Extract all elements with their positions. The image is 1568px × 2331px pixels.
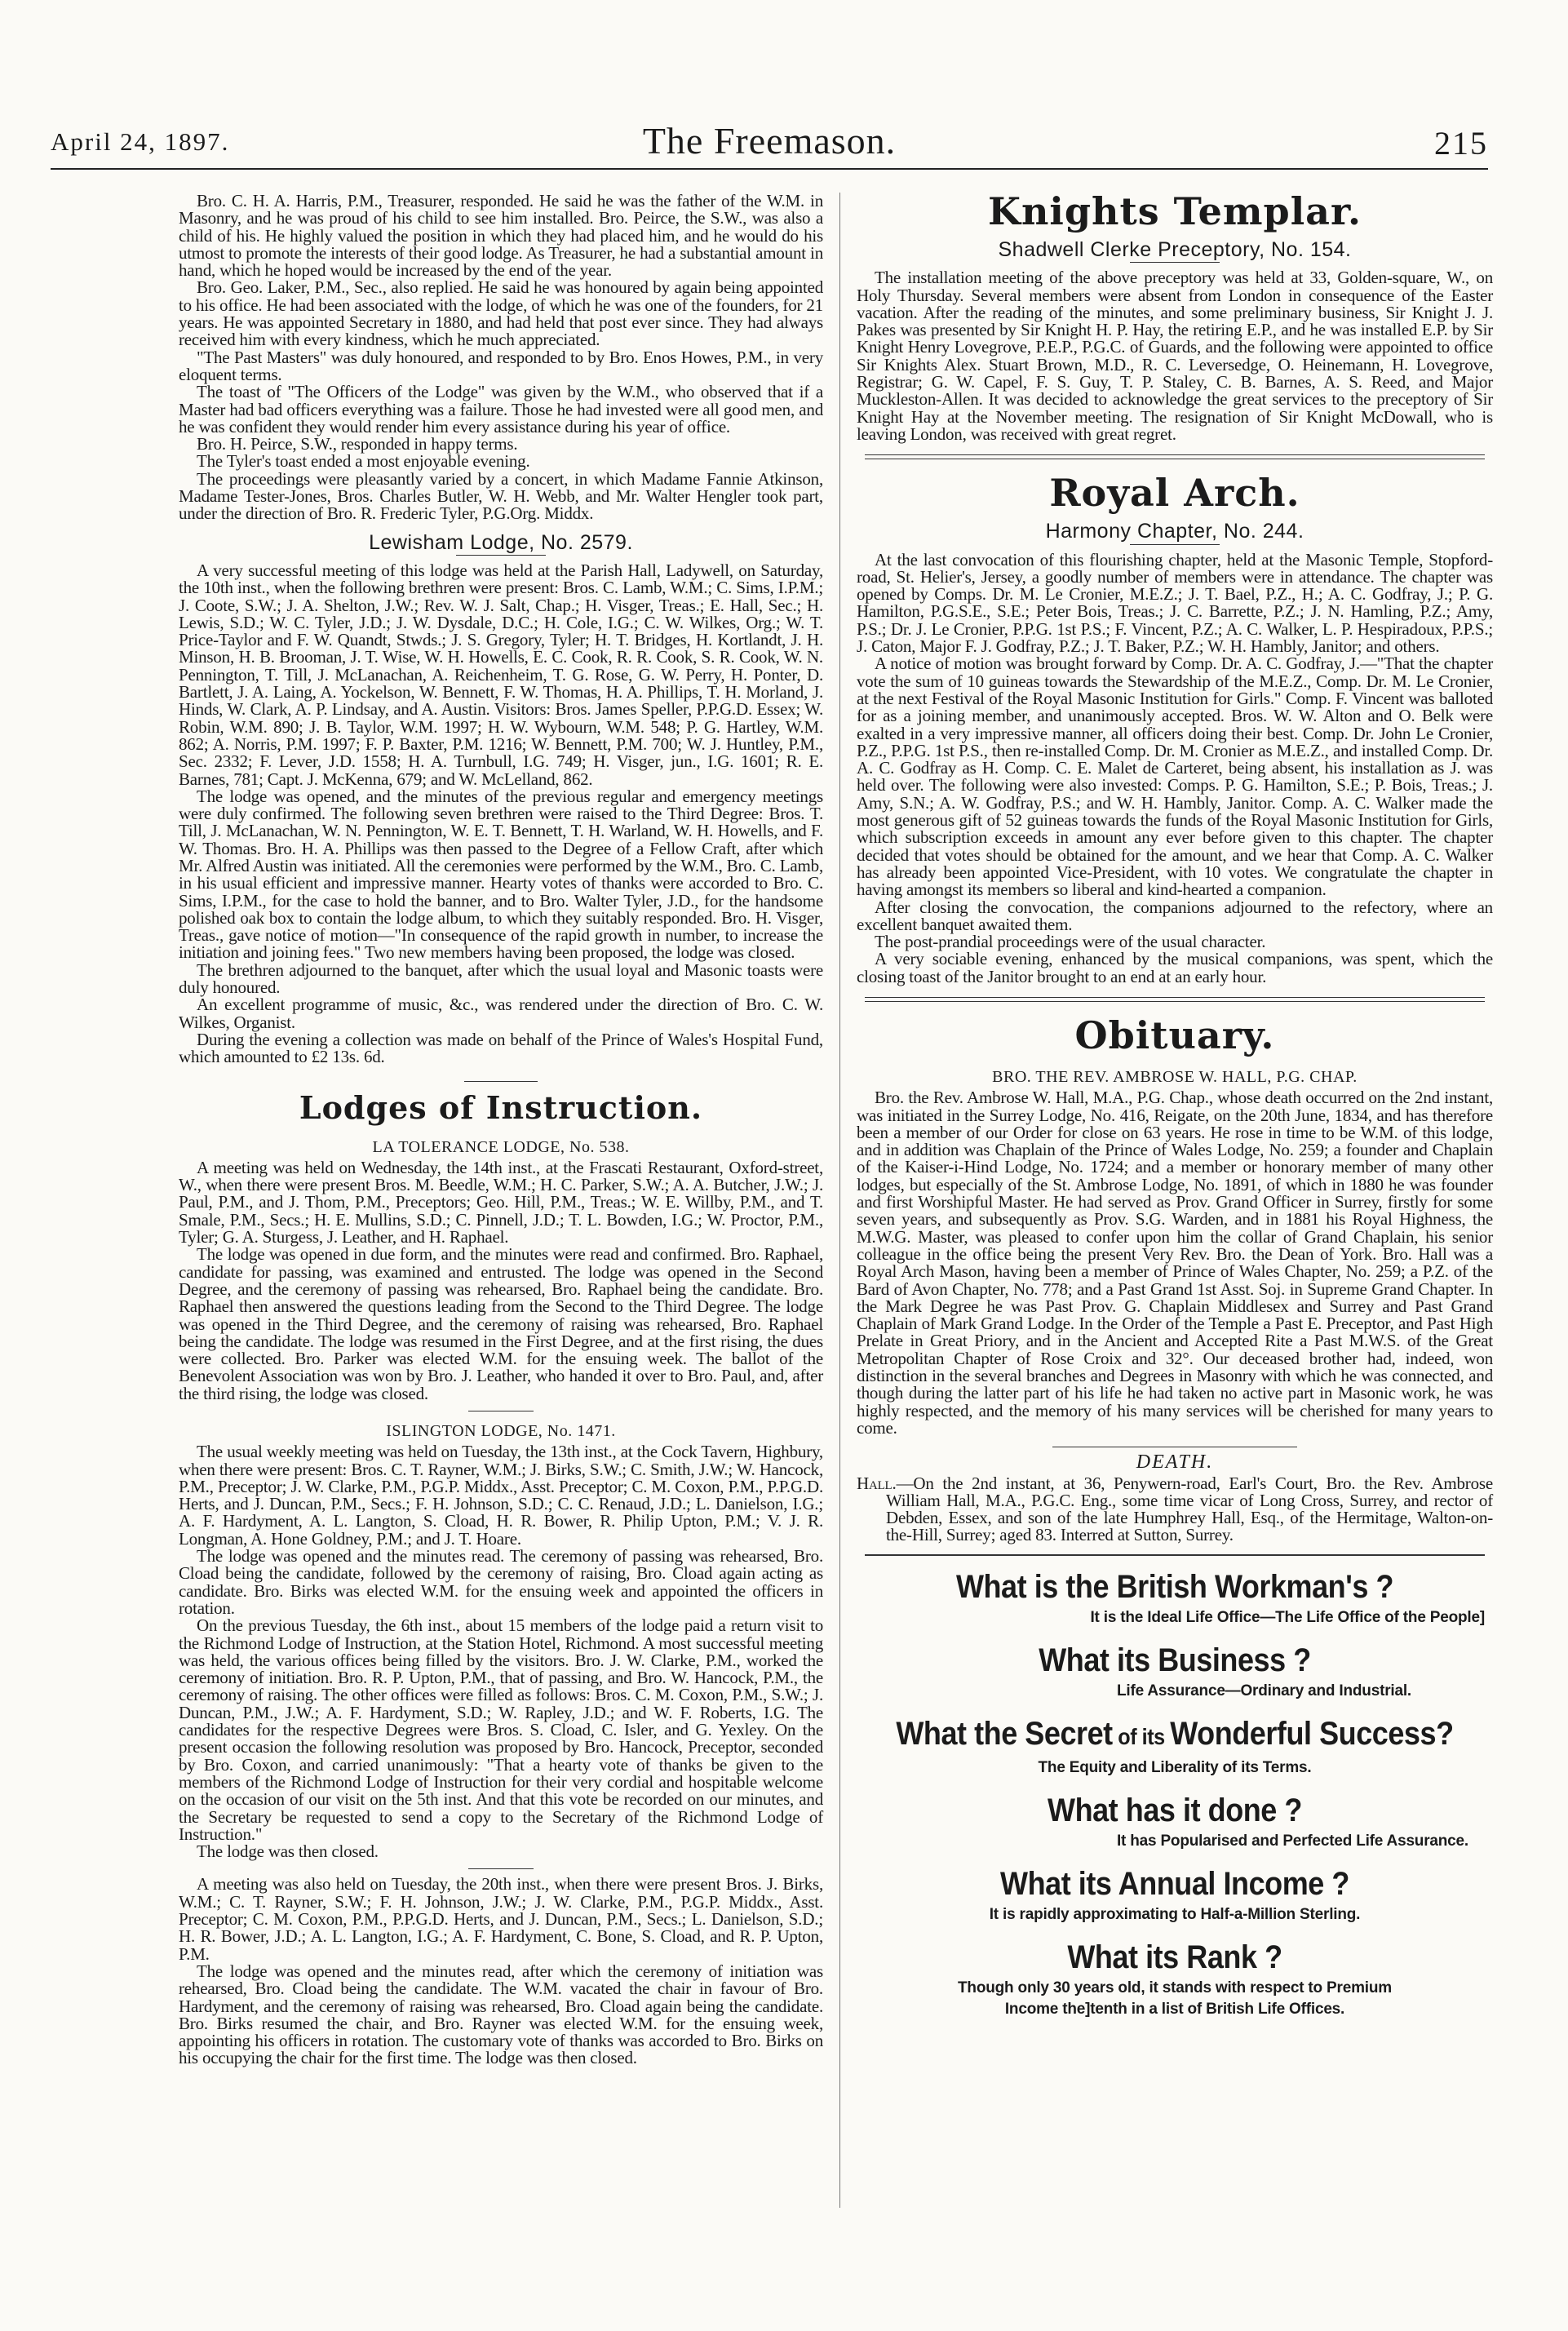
left-column [179, 193, 823, 2067]
paragraph: A very sociable evening, enhanced by the musical companions, was spent, which the closing toast of the Janitor brought to an end at an early hour. [857, 949, 1493, 986]
paragraph: The lodge was then closed. [197, 1841, 379, 1862]
advert-answer: Income the]tenth in a list of British Life Offices. [1004, 2000, 1345, 2018]
section-rule [865, 454, 1485, 459]
paragraph: The toast of "The Officers of the Lodge" was given by the W.M., who observed that if a Master had bad officers everything was a failure. Those he had invested were all good men, and he was confident they would render him every assistance during his year of office. [179, 382, 823, 437]
lewisham-lodge-heading: Lewisham Lodge, No. 2579. [369, 530, 633, 554]
life-office-advertisement [857, 1567, 1493, 2019]
harmony-chapter-heading: Harmony Chapter, No. 244. [1045, 520, 1304, 543]
paragraph: A meeting was also held on Tuesday, the 20th inst., when there were present Bros. J. Birks, W.M.; C. T. Rayner, S.W.; F. H. Johnson, J.W.; J. W. Clarke, P.M., P.G.P. Middx., Asst. Preceptor; C. M. Coxon, P.M., P.P.G.D. Herts, and J. Duncan, P.M., Secs.; L. Danielson, S.D.; H. R. Bower, J.D.; A. L. Langton, I.G.; A. F. Hardyment, C. Bone, S. Cload, and R. P. Upton, P.M. [179, 1874, 823, 1964]
islington-heading: ISLINGTON LODGE, No. 1471. [386, 1422, 616, 1440]
advert-question-part: Wonderful Success? [1170, 1715, 1454, 1752]
la-tolerance-section [179, 1159, 823, 1403]
lodges-of-instruction-heading: Lodges of Instruction. [299, 1088, 703, 1126]
advert-question-part: of its [1112, 1723, 1171, 1749]
divider [464, 1081, 538, 1082]
paragraph: After closing the convocation, the companions adjourned to the refectory, where an excellent banquet awaited them. [857, 897, 1493, 934]
right-column [857, 189, 1493, 2032]
obituary-subject: BRO. THE REV. AMBROSE W. HALL, P.G. CHAP. [992, 1067, 1358, 1086]
section-rule [865, 997, 1485, 1002]
islington-second-meeting [179, 1876, 823, 2067]
obituary-heading: Obituary. [1074, 1013, 1275, 1057]
advert-question: What is the British Workman's ? [955, 1568, 1394, 1605]
la-tolerance-heading: LA TOLERANCE LODGE, No. 538. [372, 1137, 630, 1156]
page-number: 215 [1434, 125, 1488, 162]
advert-question: What its Business ? [1039, 1642, 1311, 1678]
paragraph: The Tyler's toast ended a most enjoyable evening. [197, 451, 530, 472]
death-notice-text: —On the 2nd instant, at 36, Penywern-road, Earl's Court, Bro. the Rev. Ambrose William Hall, M.A., P.G.C. Eng., some time vicar of Long Cross, Surrey, and rector of Debden, Essex, and son of the late Humphrey Hall, Esq., of the Hermitage, Walton-on-the-Hill, Surrey; aged 83. Interred at Sutton, Surrey. [886, 1473, 1493, 1545]
death-heading: DEATH. [1136, 1451, 1214, 1473]
paragraph: Bro. Geo. Laker, P.M., Sec., also replied. He said he was honoured by again being appointed to his office. He had been associated with the lodge, of which he was one of the founders, for 21 years. He was appointed Secretary in 1880, and had held that post ever since. They had always received him with every kindness, which he much appreciated. [179, 277, 823, 350]
paragraph: Bro. C. H. A. Harris, P.M., Treasurer, responded. He said he was the father of the W.M. in Masonry, and he was proud of his child to see him installed. Bro. Peirce, the S.W., was also a child of his. He highly valued the position in which they had placed him, and he would do his utmost to promote the interests of their good lodge. As Treasurer, he had a substantial amount in hand, which he hoped would be increased by the end of the year. [179, 191, 823, 281]
paragraph: A very successful meeting of this lodge was held at the Parish Hall, Ladywell, on Saturday, the 10th inst., when the following brethren were present: Bros. C. Lamb, W.M.; C. Sims, I.P.M.; J. Coote, S.W.; J. A. Shelton, J.W.; Rev. W. J. Salt, Chap.; H. Visger, Treas.; E. Hall, Sec.; H. Lewis, S.D.; W. C. Tyler, J.D.; J. W. Dysdale, D.C.; H. Cole, I.G.; C. W. Wilkes, Org.; W. T. Price-Taylor and F. W. Quandt, Stwds.; J. S. Gregory, Tyler; H. T. Bridges, H. Kortlandt, J. H. Minson, H. B. Brooman, J. T. Wise, W. H. Howells, E. C. Cook, R. R. Cook, S. R. Cook, W. N. Pennington, T. Till, J. McLanachan, A. Reichenheim, T. G. Rose, G. W. Perry, H. Ponter, D. Bartlett, J. A. Laing, A. Yockelson, W. Bennett, F. W. Thomas, H. A. Phillips, T. H. Morland, J. Hinds, W. Clark, A. P. Lindsay, and A. Austin. Visitors: Bros. James Speller, P.P.G.D. Essex; W. Robin, W.M. 890; J. B. Taylor, W.M. 1997; H. W. Wybourn, W.M. 548; P. G. Hartley, W.M. 862; A. Norris, P.M. 1997; F. P. Baxter, P.M. 1216; W. Bennett, P.M. 700; W. J. Huntley, P.M., Sec. 2332; F. Lever, J.D. 1558; H. A. Turnbull, I.G. 749; H. Visger, jun., I.G. 1601; R. E. Barnes, 781; Capt. J. McKenna, 679; and W. McLelland, 862. [179, 560, 823, 789]
islington-section [179, 1443, 823, 1860]
lewisham-section [179, 562, 823, 1066]
issue-date: April 24, 1897. [51, 127, 230, 156]
advert-question [888, 1714, 1461, 1757]
paragraph: "The Past Masters" was duly honoured, and responded to by Bro. Enos Howes, P.M., in very eloquent terms. [179, 347, 823, 384]
paragraph: The installation meeting of the above preceptory was held at 33, Golden-square, W., on Holy Thursday. Several members were absent from London in consequence of the Easter vacation. After the reading of the minutes, and some preliminary business, Sir Knight J. J. Pakes was presented by Sir Knight H. P. Hay, the retiring E.P., and he was installed E.P. by Sir Knight Henry Lovegrove, P.E.P., P.G.C. of Guards, and the following were appointed to office Sir Knights Alex. Stuart Brown, M.D., R. C. Leversedge, O. Heinemann, H. Lovegrove, Registrar; G. W. Capel, F. S. Guy, T. P. Staley, C. B. Barnes, A. S. Reed, and Major Muckleston-Allen. It was decided to acknowledge the great services to the preceptory of Sir Knight Hay at the November meeting. The resignation of Sir Knight McDowall, who is leaving London, was received with great regret. [857, 268, 1493, 444]
paragraph: The brethren adjourned to the banquet, after which the usual loyal and Masonic toasts were duly honoured. [179, 959, 823, 998]
knights-templar-section [857, 269, 1493, 443]
paragraph: The proceedings were pleasantly varied by a concert, in which Madame Fannie Atkinson, Madame Tester-Jones, Bros. Charles Butler, W. H. Webb, and Mr. Walter Hengler took part, under the direction of Bro. R. Frederic Tyler, P.G.Org. Middx. [179, 468, 823, 524]
paragraph: An excellent programme of music, &c., was rendered under the direction of Bro. C. W. Wilkes, Organist. [179, 995, 823, 1032]
advert-answer: Life Assurance—Ordinary and Industrial. [1116, 1682, 1411, 1700]
paragraph: The post-prandial proceedings were of the usual character. [875, 932, 1266, 952]
paragraph: A notice of motion was brought forward by Comp. Dr. A. C. Godfray, J.—"That the chapter vote the sum of 10 guineas towards the Stewardship of the M.E.Z., Comp. Dr. M. Le Cronier, at the next Festival of the Royal Masonic Institution for Girls." Comp. F. Vincent was balloted for as a joining member, and unanimously accepted. Bros. W. W. Alton and O. Belk were exalted in a very impressive manner, all officers doing their best. Comp. Dr. John Le Cronier, P.Z., P.P.G. 1st P.S., then re-installed Comp. Dr. M. Cronier as M.E.Z., and installed Comp. Dr. A. C. Godfray as H. Comp. C. E. Malet de Carteret, being absent, his installation as J. was held over. The following were also invested: Comps. P. G. Hamilton, S.E.; P. Bois, Treas.; J. Amy, S.N.; A. W. Godfray, P.S.; and W. H. Hambly, Janitor. Comp. A. C. Walker made the most generous gift of 52 guineas towards the funds of the Royal Masonic Institution for Girls, which subscription exceeds in amount any ever before given to this chapter. The chapter decided that votes should be obtained for the amount, and we hear that Comp. A. C. Walker has already been appointed Vice-President, with 10 votes. We congratulate the chapter in having amongst its members so liberal and kind-hearted a companion. [857, 654, 1493, 900]
advert-answer: It is rapidly approximating to Half-a-Million Sterling. [989, 1905, 1361, 1923]
divider [456, 555, 546, 556]
advert-answer: It is the Ideal Life Office—The Life Office of the People] [1090, 1608, 1485, 1626]
paragraph: The lodge was opened in due form, and the minutes were read and confirmed. Bro. Raphael, candidate for passing, was examined and entrusted. The lodge was opened in the Second Degree, and the ceremony of passing was rehearsed, Bro. Raphael being the candidate. Bro. Raphael then answered the questions leading from the Second to the Third Degree. The lodge was opened in the Third Degree, and the ceremony of raising was rehearsed, Bro. Raphael being the candidate. The lodge was resumed in the First Degree, and at the first rising, the dues were collected. Bro. Parker was elected W.M. for the ensuing week. The ballot of the Benevolent Association was won by Bro. J. Leather, who handed it over to Bro. Paul, and, after the third rising, the lodge was closed. [179, 1244, 823, 1403]
royal-arch-heading: Royal Arch. [1049, 471, 1300, 516]
death-notice-name: Hall. [857, 1473, 897, 1493]
paragraph: On the previous Tuesday, the 6th inst., about 15 members of the lodge paid a return visit to the Richmond Lodge of Instruction, at the Station Hotel, Richmond. A most successful meeting was held, the various offices being filled by the visitors. Bro. J. W. Clarke, P.M., worked the ceremony of initiation. Bro. R. P. Upton, P.M., that of passing, and Bro. W. Hancock, P.M., the ceremony of raising. The other offices were filled as follows: Bros. C. M. Coxon, P.M., S.W.; J. Duncan, P.M., J.W.; A. F. Hardyment, S.D.; W. Rapley, J.D.; and W. F. Roberts, I.G. The candidates for the respective Degrees were Bros. S. Cload, C. Isler, and G. Yexley. On the present occasion the following resolution was proposed by Bro. Hancock, Preceptor, seconded by Bro. Coxon, and carried unanimously: "That a hearty vote of thanks be given to the members of the Richmond Lodge of Instruction for their very cordial and hospitable welcome on the occasion of our visit on the 5th inst. And that this vote be recorded on our minutes, and the Secretary be requested to send a copy to the Secretary of the Richmond Lodge of Instruction." [179, 1615, 823, 1844]
divider [1130, 262, 1220, 263]
intro-section [179, 193, 823, 523]
advert-question: What its Rank ? [1067, 1939, 1282, 1975]
shadwell-clerke-heading: Shadwell Clerke Preceptory, No. 154. [998, 238, 1352, 261]
advert-question: What its Annual Income ? [1000, 1865, 1349, 1902]
paragraph: During the evening a collection was made on behalf of the Prince of Wales's Hospital Fund, which amounted to £2 13s. 6d. [179, 1029, 823, 1067]
column-divider [839, 193, 840, 2208]
paragraph: The lodge was opened, and the minutes of the previous regular and emergency meetings were duly confirmed. The following seven brethren were raised to the Third Degree: Bros. T. Till, J. McLanachan, W. N. Pennington, W. E. T. Bennett, T. H. Warland, W. H. Howells, and F. W. Thomas. Bro. H. A. Phillips was then passed to the Degree of a Fellow Craft, after which Mr. Alfred Austin was initiated. All the ceremonies were performed by the W.M., Bro. C. Lamb, in his usual efficient and impressive manner. Hearty votes of thanks were accorded to Bro. C. Sims, I.P.M., for the case to hold the banner, and to Bro. Walter Tyler, J.D., for the handsome polished oak box to contain the lodge album, to which they suitably responded. Bro. H. Visger, Treas., gave notice of motion—"In consequence of the rapid growth in number, to increase the initiation and joining fees." Two new members having been proposed, the lodge was closed. [179, 786, 823, 963]
divider [468, 1868, 534, 1869]
paragraph: The usual weekly meeting was held on Tuesday, the 13th inst., at the Cock Tavern, Highbury, when there were present: Bros. C. T. Rayner, W.M.; J. Birks, S.W.; C. Smith, J.W.; W. Hancock, P.M., Preceptor; J. W. Clarke, P.M., P.G.P. Middx., Asst. Preceptor; C. M. Coxon, P.M., P.P.G.D. Herts, and J. Duncan, P.M., Secs.; F. H. Johnson, S.D.; C. C. Renaud, J.D.; L. Danielson, I.G.; A. F. Hardyment, A. L. Langton, S. Cload, H. R. Bower, R. Philip Upton, P.M.; V. J. R. Longman, A. Hone Goldney, P.M.; and J. T. Hoare. [179, 1442, 823, 1549]
paragraph: Bro. H. Peirce, S.W., responded in happy terms. [197, 434, 518, 454]
section-rule [865, 1554, 1485, 1556]
masthead [51, 119, 1488, 170]
advert-question: What has it done ? [1048, 1792, 1302, 1828]
advert-question-part: What the Secret [896, 1715, 1113, 1752]
obituary-section [857, 1089, 1493, 1437]
paragraph: The lodge was opened and the minutes read, after which the ceremony of initiation was rehearsed, Bro. Cload being the candidate. The W.M. vacated the chair in favour of Bro. Hardyment, and the ceremony of raising was rehearsed, Bro. Cload again being the candidate. Bro. Birks resumed the chair, and Bro. Rayner was elected W.M. for the ensuing week, appointing his officers in rotation. The customary vote of thanks was accorded to Bro. Birks on his occupying the chair for the first time. The lodge was then closed. [179, 1961, 823, 2068]
advert-answer: It has Popularised and Perfected Life Assurance. [1116, 1832, 1468, 1850]
royal-arch-section [857, 549, 1493, 986]
paragraph: The lodge was opened and the minutes read. The ceremony of passing was rehearsed, Bro. Cload being the candidate, followed by the ceremony of raising, Bro. Cload again acting as candidate. Bro. Birks was elected W.M. for the ensuing week and appointed the officers in rotation. [179, 1546, 823, 1618]
paragraph: At the last convocation of this flourishing chapter, held at the Masonic Temple, Stopford-road, St. Helier's, Jersey, a goodly number of members were in attendance. The chapter was opened by Comps. Dr. M. Le Cronier, M.E.Z.; J. T. Bael, P.Z., H.; A. C. Godfray, J.; P. G. Hamilton, P.G.S.E., S.E.; Peter Bois, Treas.; J. C. Barrette, P.Z.; J. N. Hamling, P.Z.; Amy, P.S.; Dr. J. Le Cronier, P.P.G. 1st P.S.; F. Vincent, P.Z.; A. C. Walker, L. P. Hespiradoux, P.P.S.; J. Caton, Major F. J. Godfray, P.Z.; J. T. Baker, P.Z.; W. H. Hambly, Janitor; and others. [857, 549, 1493, 657]
paragraph: Bro. the Rev. Ambrose W. Hall, M.A., P.G. Chap., whose death occurred on the 2nd instant, was initiated in the Surrey Lodge, No. 416, Reigate, on the 20th June, 1834, and has therefore been a member of our Order for close on 63 years. He rose in time to be W.M. of this lodge, and in addition was Chaplain of the Prince of Wales Lodge, No. 259; a founder and Chaplain of the Kaiser-i-Hind Lodge, No. 1724; and a member or honorary member of many other lodges, but especially of the St. Ambrose Lodge, No. 1891, of which in 1880 he was founder and first Worshipful Master. He had served as Prov. Grand Officer in Surrey, firstly for some seven years, and subsequently as Prov. S.G. Warden, and in 1881 his Royal Highness, the M.W.G. Master, was pleased to confer upon him the collar of Grand Chaplain, his senior colleague in the office being the present Very Rev. Bro. the Dean of York. Bro. Hall was a Royal Arch Mason, having been a member of Prince of Wales Chapter, No. 259; a P.Z. of the Bard of Avon Chapter, No. 778; and a Past Grand 1st Asst. Soj. in Supreme Grand Chapter. In the Mark Degree he was Past Prov. G. Chaplain Middlesex and Surrey and Past Grand Chaplain of Mark Grand Lodge. In the Order of the Temple a Past E. Preceptor, and Past High Prelate in Great Priory, and in the Ancient and Accepted Rite a Past M.W.S. of the Great Metropolitan Chapter of Rose Croix and 32°. Our deceased brother had, indeed, won distinction in the several branches and Degrees in Masonry with which he was connected, and though during the latter part of his life he had taken no active part in Masonic work, he was highly respected, and the memory of his many services will be cherished for many years to come. [857, 1088, 1493, 1438]
knights-templar-heading: Knights Templar. [987, 189, 1362, 233]
divider [1130, 544, 1220, 545]
newspaper-title: The Freemason. [642, 120, 897, 162]
death-notice [857, 1475, 1493, 1544]
paragraph: A meeting was held on Wednesday, the 14th inst., at the Frascati Restaurant, Oxford-street, W., when there were present Bros. M. Beedle, W.M.; H. C. Parker, S.W.; A. A. Butcher, J.W.; J. Paul, P.M., and J. Thom, P.M., Preceptors; Geo. Hill, P.M., Treas.; W. E. Willby, P.M., and T. Smale, P.M., Secs.; H. E. Mullins, S.D.; C. Pinnell, J.D.; T. L. Bowden, I.G.; W. Proctor, P.M., Tyler; G. A. Sturgess, J. Leather, and H. Raphael. [179, 1157, 823, 1247]
advert-answer: Though only 30 years old, it stands with respect to Premium [958, 1979, 1392, 1996]
advert-answer: The Equity and Liberality of its Terms. [1038, 1758, 1312, 1776]
